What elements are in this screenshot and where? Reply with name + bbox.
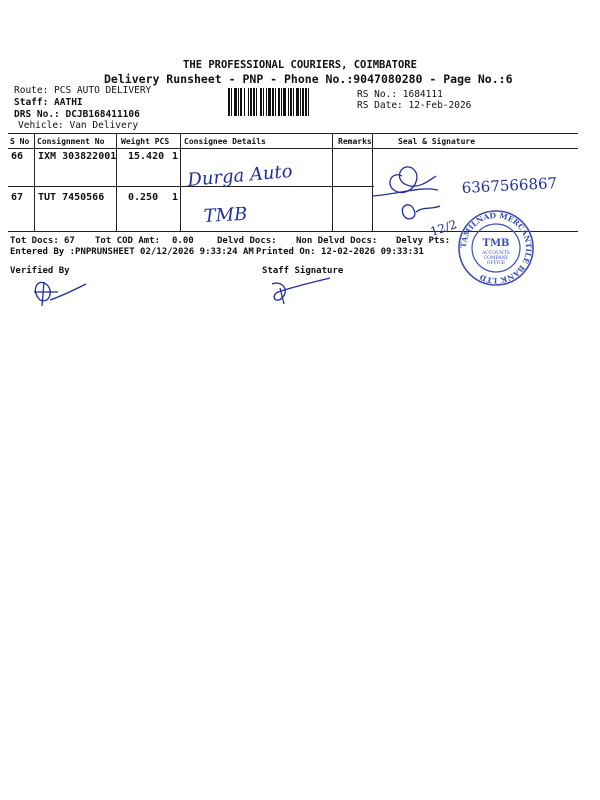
- stamp-inner-line3: OFFICE: [486, 261, 506, 266]
- row-67-weight: 0.250: [128, 192, 159, 203]
- row-66-phone-number: 6367566867: [461, 174, 558, 197]
- row-67-signature-date: 12/2: [428, 217, 459, 239]
- row-67-pcs: 1: [172, 192, 179, 203]
- stamp-inner-line2: COMPANY: [483, 256, 509, 261]
- bank-seal-stamp: [456, 208, 536, 288]
- printed-on: Printed On: 12-02-2026 09:33:31: [256, 247, 424, 257]
- row-67-consignment: TUT 7450566: [38, 192, 105, 203]
- drs-number: DRS No.: DCJB168411106: [14, 109, 140, 120]
- delvy-pts-label: Delvy Pts:: [396, 236, 451, 246]
- header-seal-signature: Seal & Signature: [398, 137, 476, 146]
- document-subtitle: Delivery Runsheet - PNP - Phone No.:9047080280 - Page No.:6: [104, 72, 513, 86]
- non-delvd-docs-label: Non Delvd Docs:: [296, 236, 378, 246]
- row-67-consignee-handwriting: TMB: [203, 203, 248, 227]
- verified-by-label: Verified By: [10, 266, 70, 276]
- tot-docs-value: 67: [64, 236, 75, 246]
- row-66-consignment: IXM 303822001: [38, 151, 117, 162]
- header-consignment: Consignment No: [37, 137, 105, 146]
- rs-number: RS No.: 1684111: [357, 89, 443, 100]
- row-66-weight: 15.420: [128, 151, 165, 162]
- tot-cod-value: 0.00: [172, 236, 194, 246]
- staff-signature-label: Staff Signature: [262, 266, 344, 276]
- stamp-ring-text: TAMILNAD MERCANTILE BANK LTD: [458, 210, 534, 286]
- stamp-inner-line1: ACCOUNTS: [482, 251, 510, 256]
- row-66-signature: [372, 167, 438, 196]
- header-sno: S No: [10, 137, 30, 146]
- delvd-docs-label: Delvd Docs:: [217, 236, 277, 246]
- route-label: Route: PCS AUTO DELIVERY: [14, 85, 152, 96]
- row-66-consignee-handwriting: Durga Auto: [186, 160, 294, 191]
- tot-docs-label: Tot Docs:: [10, 236, 59, 246]
- verified-by-signature: [34, 282, 86, 306]
- header-weight-pcs: Weight PCS: [121, 137, 170, 146]
- vehicle-label: Vehicle: Van Delivery: [18, 120, 139, 131]
- rs-date: RS Date: 12-Feb-2026: [357, 100, 472, 111]
- document-title: THE PROFESSIONAL COURIERS, COIMBATORE: [183, 59, 417, 71]
- header-remarks: Remarks: [338, 137, 372, 146]
- staff-label: Staff: AATHI: [14, 97, 83, 108]
- row-67-signature: [402, 205, 440, 219]
- row-66-pcs: 1: [172, 151, 179, 162]
- row-66-sno: 66: [11, 151, 24, 162]
- row-67-sno: 67: [11, 192, 24, 203]
- entered-by: Entered By :PNPRUNSHEET 02/12/2026 9:33:24 AM: [10, 247, 254, 257]
- staff-signature: [272, 278, 330, 304]
- header-consignee: Consignee Details: [184, 137, 266, 146]
- tot-cod-label: Tot COD Amt:: [95, 236, 161, 246]
- stamp-logo: TMB: [482, 238, 510, 249]
